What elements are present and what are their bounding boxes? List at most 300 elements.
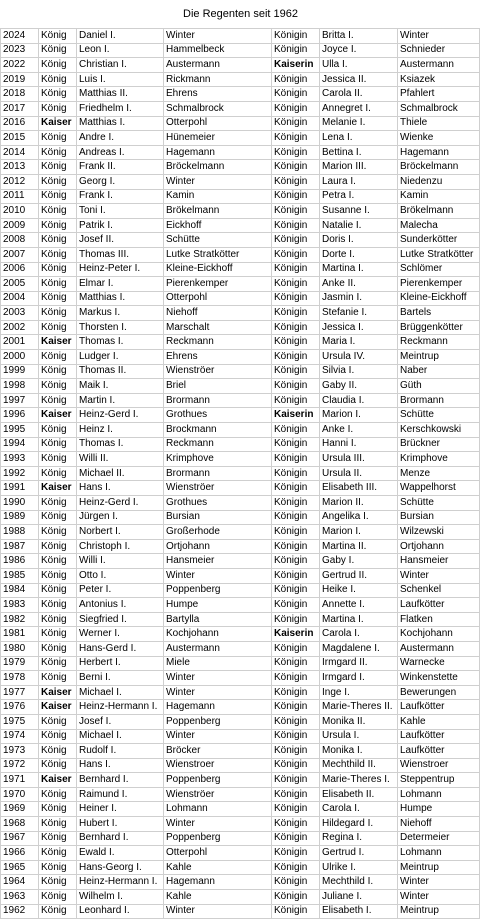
queen-title-cell: Königin: [272, 817, 320, 832]
year-cell: 1978: [1, 671, 39, 686]
queen-surname-cell: Lohmann: [398, 787, 480, 802]
queen-surname-cell: Brormann: [398, 393, 480, 408]
title-cell: König: [39, 641, 77, 656]
queen-title-cell: Königin: [272, 379, 320, 394]
king-surname-cell: Ortjohann: [164, 539, 272, 554]
year-cell: 1987: [1, 539, 39, 554]
queen-name-cell: Jessica II.: [320, 72, 398, 87]
table-row: [1, 598, 480, 613]
queen-name-cell: Monika I.: [320, 744, 398, 759]
queen-surname-cell: Bewerungen: [398, 685, 480, 700]
queen-title-cell: Königin: [272, 802, 320, 817]
queen-surname-cell: Wienstroer: [398, 758, 480, 773]
table-row: [1, 29, 480, 44]
king-name-cell: Bernhard I.: [77, 831, 164, 846]
king-surname-cell: Humpe: [164, 598, 272, 613]
year-cell: 1969: [1, 802, 39, 817]
queen-surname-cell: Brökelmann: [398, 204, 480, 219]
queen-surname-cell: Malecha: [398, 218, 480, 233]
year-cell: 2007: [1, 247, 39, 262]
king-surname-cell: Krimphove: [164, 452, 272, 467]
queen-name-cell: Anke II.: [320, 277, 398, 292]
title-cell: König: [39, 568, 77, 583]
queen-surname-cell: Kamin: [398, 189, 480, 204]
queen-title-cell: Königin: [272, 291, 320, 306]
queen-surname-cell: Meintrup: [398, 904, 480, 919]
year-cell: 1990: [1, 496, 39, 511]
queen-name-cell: Dorte I.: [320, 247, 398, 262]
year-cell: 1968: [1, 817, 39, 832]
table-row: [1, 671, 480, 686]
year-cell: 1988: [1, 525, 39, 540]
title-cell: König: [39, 189, 77, 204]
table-row: [1, 189, 480, 204]
table-row: [1, 131, 480, 146]
queen-surname-cell: Bartels: [398, 306, 480, 321]
year-cell: 2015: [1, 131, 39, 146]
queen-name-cell: Gertrud II.: [320, 568, 398, 583]
queen-surname-cell: Laufkötter: [398, 598, 480, 613]
queen-name-cell: Stefanie I.: [320, 306, 398, 321]
title-cell: König: [39, 758, 77, 773]
king-surname-cell: Grothues: [164, 496, 272, 511]
title-cell: König: [39, 101, 77, 116]
queen-surname-cell: Reckmann: [398, 335, 480, 350]
year-cell: 1976: [1, 700, 39, 715]
year-cell: 1966: [1, 846, 39, 861]
table-row: [1, 101, 480, 116]
title-cell: König: [39, 831, 77, 846]
table-row: [1, 218, 480, 233]
queen-surname-cell: Niehoff: [398, 817, 480, 832]
king-surname-cell: Winter: [164, 685, 272, 700]
queen-title-cell: Königin: [272, 277, 320, 292]
queen-name-cell: Natalie I.: [320, 218, 398, 233]
queen-name-cell: Susanne I.: [320, 204, 398, 219]
table-row: [1, 583, 480, 598]
queen-name-cell: Ursula III.: [320, 452, 398, 467]
queen-title-cell: Königin: [272, 423, 320, 438]
title-cell: König: [39, 233, 77, 248]
king-surname-cell: Winter: [164, 568, 272, 583]
king-surname-cell: Lohmann: [164, 802, 272, 817]
year-cell: 1993: [1, 452, 39, 467]
queen-name-cell: Marion I.: [320, 525, 398, 540]
king-name-cell: Heinz-Peter I.: [77, 262, 164, 277]
queen-title-cell: Königin: [272, 744, 320, 759]
queen-title-cell: Königin: [272, 671, 320, 686]
queen-title-cell: Königin: [272, 160, 320, 175]
king-name-cell: Siegfried I.: [77, 612, 164, 627]
king-surname-cell: Schmalbrock: [164, 101, 272, 116]
queen-name-cell: Gertrud I.: [320, 846, 398, 861]
queen-surname-cell: Warnecke: [398, 656, 480, 671]
king-surname-cell: Kamin: [164, 189, 272, 204]
king-surname-cell: Winter: [164, 29, 272, 44]
king-surname-cell: Hagemann: [164, 875, 272, 890]
table-row: [1, 831, 480, 846]
queen-surname-cell: Menze: [398, 466, 480, 481]
king-name-cell: Willi II.: [77, 452, 164, 467]
table-row: [1, 408, 480, 423]
queen-surname-cell: Winkenstette: [398, 671, 480, 686]
table-row: [1, 247, 480, 262]
queen-title-cell: Königin: [272, 189, 320, 204]
queen-name-cell: Inge I.: [320, 685, 398, 700]
king-surname-cell: Winter: [164, 671, 272, 686]
king-name-cell: Maik I.: [77, 379, 164, 394]
queen-title-cell: Königin: [272, 320, 320, 335]
king-name-cell: Christian I.: [77, 58, 164, 73]
king-name-cell: Bernhard I.: [77, 773, 164, 788]
year-cell: 1971: [1, 773, 39, 788]
queen-name-cell: Elisabeth II.: [320, 787, 398, 802]
year-cell: 1994: [1, 437, 39, 452]
king-surname-cell: Hagemann: [164, 145, 272, 160]
queen-surname-cell: Thiele: [398, 116, 480, 131]
table-row: [1, 627, 480, 642]
title-cell: Kaiser: [39, 335, 77, 350]
king-name-cell: Leon I.: [77, 43, 164, 58]
queen-surname-cell: Schmalbrock: [398, 101, 480, 116]
queen-title-cell: Königin: [272, 846, 320, 861]
king-surname-cell: Miele: [164, 656, 272, 671]
king-name-cell: Hans I.: [77, 758, 164, 773]
page-title: Die Regenten seit 1962: [183, 8, 298, 20]
queen-name-cell: Ulrike I.: [320, 860, 398, 875]
queen-title-cell: Königin: [272, 452, 320, 467]
king-name-cell: Matthias I.: [77, 116, 164, 131]
king-name-cell: Otto I.: [77, 568, 164, 583]
queen-name-cell: Ursula IV.: [320, 350, 398, 365]
queen-surname-cell: Steppentrup: [398, 773, 480, 788]
queen-surname-cell: Winter: [398, 875, 480, 890]
queen-name-cell: Marion I.: [320, 408, 398, 423]
king-surname-cell: Ehrens: [164, 87, 272, 102]
table-row: [1, 87, 480, 102]
king-name-cell: Jürgen I.: [77, 510, 164, 525]
title-cell: Kaiser: [39, 700, 77, 715]
queen-surname-cell: Sunderkötter: [398, 233, 480, 248]
table-row: [1, 525, 480, 540]
title-cell: Kaiser: [39, 481, 77, 496]
table-row: [1, 787, 480, 802]
queen-title-cell: Königin: [272, 539, 320, 554]
queen-title-cell: Königin: [272, 218, 320, 233]
year-cell: 1992: [1, 466, 39, 481]
title-cell: König: [39, 277, 77, 292]
table-row: [1, 72, 480, 87]
queen-surname-cell: Flatken: [398, 612, 480, 627]
year-cell: 2023: [1, 43, 39, 58]
queen-title-cell: Königin: [272, 729, 320, 744]
table-row: [1, 612, 480, 627]
king-name-cell: Luis I.: [77, 72, 164, 87]
king-name-cell: Andreas I.: [77, 145, 164, 160]
table-row: [1, 846, 480, 861]
table-row: [1, 277, 480, 292]
queen-surname-cell: Brückner: [398, 437, 480, 452]
table-row: [1, 393, 480, 408]
table-row: [1, 773, 480, 788]
queen-name-cell: Hanni I.: [320, 437, 398, 452]
king-name-cell: Raimund I.: [77, 787, 164, 802]
queen-title-cell: Königin: [272, 174, 320, 189]
queen-title-cell: Königin: [272, 29, 320, 44]
queen-title-cell: Königin: [272, 335, 320, 350]
year-cell: 1964: [1, 875, 39, 890]
table-row: [1, 320, 480, 335]
king-surname-cell: Reckmann: [164, 335, 272, 350]
king-surname-cell: Otterpohl: [164, 846, 272, 861]
king-name-cell: Patrik I.: [77, 218, 164, 233]
king-surname-cell: Poppenberg: [164, 714, 272, 729]
king-surname-cell: Bröckelmann: [164, 160, 272, 175]
queen-title-cell: Königin: [272, 641, 320, 656]
queen-name-cell: Melanie I.: [320, 116, 398, 131]
king-name-cell: Josef II.: [77, 233, 164, 248]
title-cell: Kaiser: [39, 685, 77, 700]
king-name-cell: Heinz-Hermann I.: [77, 875, 164, 890]
king-surname-cell: Eickhoff: [164, 218, 272, 233]
king-name-cell: Andre I.: [77, 131, 164, 146]
king-name-cell: Herbert I.: [77, 656, 164, 671]
queen-surname-cell: Humpe: [398, 802, 480, 817]
king-surname-cell: Niehoff: [164, 306, 272, 321]
title-cell: König: [39, 87, 77, 102]
table-row: [1, 335, 480, 350]
queen-surname-cell: Wappelhorst: [398, 481, 480, 496]
queen-title-cell: Königin: [272, 656, 320, 671]
title-cell: König: [39, 860, 77, 875]
title-cell: König: [39, 729, 77, 744]
title-cell: König: [39, 714, 77, 729]
year-cell: 1981: [1, 627, 39, 642]
queen-name-cell: Anke I.: [320, 423, 398, 438]
queen-name-cell: Silvia I.: [320, 364, 398, 379]
king-name-cell: Heinz I.: [77, 423, 164, 438]
year-cell: 1979: [1, 656, 39, 671]
king-surname-cell: Winter: [164, 904, 272, 919]
year-cell: 1985: [1, 568, 39, 583]
queen-title-cell: Königin: [272, 101, 320, 116]
king-surname-cell: Austermann: [164, 58, 272, 73]
king-name-cell: Ewald I.: [77, 846, 164, 861]
table-row: [1, 58, 480, 73]
queen-name-cell: Doris I.: [320, 233, 398, 248]
queen-surname-cell: Kahle: [398, 714, 480, 729]
queen-surname-cell: Austermann: [398, 641, 480, 656]
queen-surname-cell: Brüggenkötter: [398, 320, 480, 335]
queen-name-cell: Angelika I.: [320, 510, 398, 525]
table-row: [1, 160, 480, 175]
title-cell: König: [39, 525, 77, 540]
queen-surname-cell: Wienke: [398, 131, 480, 146]
king-name-cell: Hans-Georg I.: [77, 860, 164, 875]
king-surname-cell: Grothues: [164, 408, 272, 423]
table-row: [1, 700, 480, 715]
year-cell: 1995: [1, 423, 39, 438]
king-name-cell: Daniel I.: [77, 29, 164, 44]
king-surname-cell: Bröcker: [164, 744, 272, 759]
king-name-cell: Antonius I.: [77, 598, 164, 613]
queen-name-cell: Annette I.: [320, 598, 398, 613]
table-row: [1, 116, 480, 131]
table-row: [1, 364, 480, 379]
title-cell: König: [39, 423, 77, 438]
king-name-cell: Georg I.: [77, 174, 164, 189]
queen-title-cell: Königin: [272, 496, 320, 511]
table-row: [1, 262, 480, 277]
king-surname-cell: Kochjohann: [164, 627, 272, 642]
queen-title-cell: Königin: [272, 568, 320, 583]
king-surname-cell: Winter: [164, 729, 272, 744]
king-name-cell: Rudolf I.: [77, 744, 164, 759]
year-cell: 2001: [1, 335, 39, 350]
queen-surname-cell: Schlömer: [398, 262, 480, 277]
queen-title-cell: Königin: [272, 233, 320, 248]
king-surname-cell: Kahle: [164, 890, 272, 905]
year-cell: 2009: [1, 218, 39, 233]
table-row: [1, 758, 480, 773]
king-name-cell: Frank I.: [77, 189, 164, 204]
table-row: [1, 554, 480, 569]
title-cell: König: [39, 539, 77, 554]
table-row: [1, 729, 480, 744]
title-cell: König: [39, 262, 77, 277]
queen-title-cell: Königin: [272, 87, 320, 102]
title-cell: König: [39, 350, 77, 365]
queen-surname-cell: Hansmeier: [398, 554, 480, 569]
king-surname-cell: Hansmeier: [164, 554, 272, 569]
king-surname-cell: Ehrens: [164, 350, 272, 365]
title-cell: König: [39, 890, 77, 905]
table-row: [1, 466, 480, 481]
queen-name-cell: Britta I.: [320, 29, 398, 44]
king-surname-cell: Austermann: [164, 641, 272, 656]
queen-surname-cell: Austermann: [398, 58, 480, 73]
queen-name-cell: Elisabeth III.: [320, 481, 398, 496]
queen-surname-cell: Kleine-Eickhoff: [398, 291, 480, 306]
table-row: [1, 43, 480, 58]
queen-surname-cell: Schnieder: [398, 43, 480, 58]
queen-name-cell: Ursula I.: [320, 729, 398, 744]
king-name-cell: Toni I.: [77, 204, 164, 219]
king-surname-cell: Bursian: [164, 510, 272, 525]
queen-title-cell: Königin: [272, 364, 320, 379]
queen-surname-cell: Determeier: [398, 831, 480, 846]
king-name-cell: Elmar I.: [77, 277, 164, 292]
king-surname-cell: Hagemann: [164, 700, 272, 715]
king-surname-cell: Hünemeier: [164, 131, 272, 146]
title-cell: König: [39, 58, 77, 73]
queen-title-cell: Königin: [272, 350, 320, 365]
year-cell: 1972: [1, 758, 39, 773]
queen-title-cell: Königin: [272, 262, 320, 277]
queen-name-cell: Gaby I.: [320, 554, 398, 569]
table-row: [1, 350, 480, 365]
table-row: [1, 890, 480, 905]
year-cell: 1991: [1, 481, 39, 496]
title-cell: König: [39, 437, 77, 452]
queen-surname-cell: Winter: [398, 890, 480, 905]
king-name-cell: Martin I.: [77, 393, 164, 408]
queen-title-cell: Königin: [272, 510, 320, 525]
king-name-cell: Hans I.: [77, 481, 164, 496]
year-cell: 2014: [1, 145, 39, 160]
queen-title-cell: Königin: [272, 773, 320, 788]
queen-title-cell: Königin: [272, 306, 320, 321]
king-name-cell: Leonhard I.: [77, 904, 164, 919]
table-row: [1, 437, 480, 452]
year-cell: 1980: [1, 641, 39, 656]
queen-name-cell: Joyce I.: [320, 43, 398, 58]
queen-title-cell: Königin: [272, 204, 320, 219]
queen-name-cell: Hildegard I.: [320, 817, 398, 832]
king-name-cell: Willi I.: [77, 554, 164, 569]
king-surname-cell: Reckmann: [164, 437, 272, 452]
queen-title-cell: Königin: [272, 787, 320, 802]
king-name-cell: Thorsten I.: [77, 320, 164, 335]
queen-surname-cell: Winter: [398, 29, 480, 44]
queen-name-cell: Claudia I.: [320, 393, 398, 408]
queen-surname-cell: Naber: [398, 364, 480, 379]
year-cell: 1984: [1, 583, 39, 598]
queen-name-cell: Ulla I.: [320, 58, 398, 73]
king-surname-cell: Bartylla: [164, 612, 272, 627]
year-cell: 2002: [1, 320, 39, 335]
queen-name-cell: Irmgard I.: [320, 671, 398, 686]
queen-title-cell: Königin: [272, 860, 320, 875]
year-cell: 2022: [1, 58, 39, 73]
table-row: [1, 817, 480, 832]
queen-title-cell: Königin: [272, 393, 320, 408]
king-surname-cell: Poppenberg: [164, 773, 272, 788]
queen-surname-cell: Hagemann: [398, 145, 480, 160]
queen-name-cell: Martina I.: [320, 612, 398, 627]
title-cell: König: [39, 510, 77, 525]
year-cell: 2006: [1, 262, 39, 277]
title-cell: Kaiser: [39, 116, 77, 131]
table-row: [1, 875, 480, 890]
king-surname-cell: Winter: [164, 817, 272, 832]
queen-title-cell: Kaiserin: [272, 627, 320, 642]
title-cell: König: [39, 72, 77, 87]
queen-title-cell: Königin: [272, 890, 320, 905]
title-cell: König: [39, 379, 77, 394]
king-surname-cell: Großerhode: [164, 525, 272, 540]
year-cell: 2005: [1, 277, 39, 292]
table-row: [1, 568, 480, 583]
king-surname-cell: Schütte: [164, 233, 272, 248]
queen-surname-cell: Bröckelmann: [398, 160, 480, 175]
table-row: [1, 291, 480, 306]
table-row: [1, 233, 480, 248]
queen-surname-cell: Krimphove: [398, 452, 480, 467]
king-surname-cell: Winter: [164, 174, 272, 189]
queen-title-cell: Königin: [272, 904, 320, 919]
year-cell: 2013: [1, 160, 39, 175]
king-name-cell: Christoph I.: [77, 539, 164, 554]
title-cell: König: [39, 131, 77, 146]
queen-surname-cell: Lutke Stratkötter: [398, 247, 480, 262]
year-cell: 2010: [1, 204, 39, 219]
king-surname-cell: Otterpohl: [164, 291, 272, 306]
king-surname-cell: Brockmann: [164, 423, 272, 438]
king-name-cell: Werner I.: [77, 627, 164, 642]
title-cell: König: [39, 247, 77, 262]
queen-name-cell: Elisabeth I.: [320, 904, 398, 919]
